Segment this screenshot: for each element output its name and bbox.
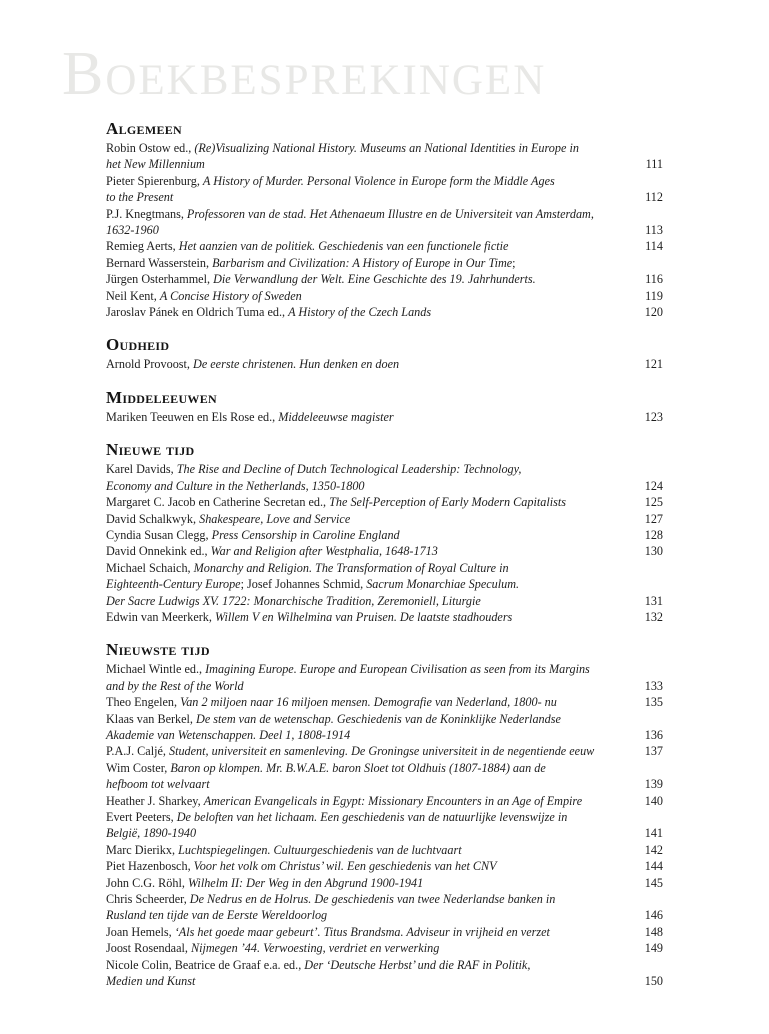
page-number: 131 [644,593,663,608]
entry-title-segment: Der ‘Deutsche Herbst’ und die RAF in Politik, [304,957,531,972]
toc-line [106,957,663,973]
entry-text [106,304,431,320]
page-number: 148 [644,924,663,939]
page-number: 112 [645,190,663,205]
entry-title-segment: A History of the Czech Lands [288,305,432,320]
page-number: 125 [644,495,663,510]
toc-line [106,907,663,923]
entry-title-segment: The Self-Perception of Early Modern Capitalists [329,495,566,510]
entry-title-segment: Press Censorship in Caroline England [211,527,400,542]
page-number: 139 [644,777,663,792]
toc-line [106,543,663,559]
entry-author-segment: Pieter Spierenburg, [106,173,203,188]
entry-text [106,694,557,710]
toc-line [106,727,663,743]
toc-line [106,140,663,156]
page-number: 114 [645,239,663,254]
entry-text [106,189,173,205]
entry-title-segment: Middeleeuwse magister [278,409,394,424]
toc-line [106,478,663,494]
entry-text [106,891,555,907]
entry-author-segment: ; Josef Johannes Schmid, [240,577,367,592]
entry-text [106,494,566,510]
page-number: 136 [644,727,663,742]
entry-author-segment: David Onnekink ed., [106,544,211,559]
entry-title-segment: Nijmegen ’44. Verwoesting, verdriet en verwerking [190,941,440,956]
entry-author-segment: Joan Hemels, [106,924,175,939]
page-number: 119 [645,288,663,303]
entry-author-segment: Robin Ostow ed., [106,141,195,155]
entry-title-segment: (Re)Visualizing National History. Museums an National Identities in Europe in [194,141,579,155]
entry-author-segment: Evert Peeters, [106,810,177,824]
entry-title-segment: hefboom tot welvaart [106,777,210,792]
toc-line [106,609,663,625]
toc-line [106,173,663,189]
entry-text [106,609,512,625]
entry-title-segment: Willem V en Wilhelmina van Pruisen. De laatste stadhouders [214,609,513,624]
entry-author-segment: Joost Rosendaal, [106,941,191,956]
entry-text [106,875,423,891]
entry-title-segment: The Rise and Decline of Dutch Technological Leadership: Technology, [176,462,522,477]
entry-title-segment: Barbarism and Civilization: A History of Europe in Our Time [212,255,513,270]
entry-author-segment: David Schalkwyk, [106,511,200,526]
toc-line [106,793,663,809]
page-number: 144 [644,859,663,874]
entry-title-segment: Medien und Kunst [106,974,196,989]
toc-line [106,189,663,205]
toc-line [106,940,663,956]
entry-text [106,543,438,559]
entry-title-segment: Imagining Europe. Europe and European Civilisation as seen from its Margins [205,662,590,677]
entry-text [106,255,516,271]
toc-line [106,711,663,727]
entry-title-segment: Rusland ten tijde van de Eerste Wereldoorlog [106,908,328,923]
entry-title-segment: Economy and Culture in the Netherlands, 1350-1800 [106,478,365,493]
entry-text [106,593,481,609]
section-heading: Oudheid [106,335,170,355]
entry-title-segment: Eighteenth-Century Europe [106,577,241,592]
section-heading: Algemeen [106,119,183,138]
page-number: 135 [644,695,663,710]
entry-author-segment: Karel Davids, [106,462,177,477]
entry-text [106,173,555,189]
section-heading: Nieuwste tijd [106,640,210,660]
entry-text [106,527,400,543]
page-number: 137 [644,744,663,759]
entry-text [106,478,365,494]
toc-line [106,825,663,841]
toc-line [106,694,663,710]
entry-text [106,288,302,304]
entry-text [106,907,327,923]
entry-title-segment: Akademie van Wetenschappen. Deel 1, 1808-1914 [106,727,351,742]
entry-text [106,825,196,841]
page-number: 116 [645,272,663,287]
toc-section [106,641,663,989]
toc-line [106,560,663,576]
entry-title-segment: A History of Murder. Personal Violence in Europe form the Middle Ages [202,173,555,188]
page-number: 128 [644,527,663,542]
entry-title-segment: De Nedrus en de Holrus. De geschiedenis van twee Nederlandse banken in [189,892,556,907]
entry-author-segment: Heather J. Sharkey, [106,793,204,808]
toc-line [106,678,663,694]
entry-author-segment: Chris Scheerder, [106,892,190,907]
entry-title-segment: 1632-1960 [106,223,159,238]
entry-text [106,727,350,743]
toc-section [106,120,663,320]
entry-title-segment: Professoren van de stad. Het Athenaeum Illustre en de Universiteit van Amsterdam, [186,206,594,221]
entry-text [106,560,509,576]
page-number: 146 [644,908,663,923]
entry-title-segment: België, 1890-1940 [106,826,197,841]
toc-line [106,661,663,677]
toc-line [106,494,663,510]
page-number: 149 [644,941,663,956]
entry-title-segment: A Concise History of Sweden [159,288,302,303]
entry-title-segment: Wilhelm II: Der Weg in den Abgrund 1900-1941 [187,875,424,890]
toc-line [106,255,663,271]
entry-text [106,661,590,677]
toc-line [106,842,663,858]
toc-line [106,156,663,172]
entry-title-segment: and by the Rest of the World [106,678,244,693]
toc-line [106,809,663,825]
entry-author-segment: Theo Engelen, [106,695,181,710]
page-number: 130 [644,544,663,559]
entry-title-segment: Die Verwandlung der Welt. Eine Geschichte des 19. Jahrhunderts. [213,272,536,287]
toc-line [106,576,663,592]
toc-line [106,760,663,776]
page-number: 142 [644,842,663,857]
entry-title-segment: De beloften van het lichaam. Een geschiedenis van de natuurlijke levenswijze in [176,810,568,824]
entry-text [106,957,530,973]
toc-line [106,593,663,609]
entry-title-segment: Het aanzien van de politiek. Geschiedenis van een functionele fictie [178,239,509,254]
toc-line [106,891,663,907]
entry-author-segment: Jürgen Osterhammel, [106,272,214,287]
page-number: 141 [644,826,663,841]
toc-line [106,776,663,792]
page-number: 124 [644,478,663,493]
entry-author-segment: P.A.J. Caljé, [106,744,169,759]
entry-title-segment: De eerste christenen. Hun denken en doen [193,357,400,372]
entry-text [106,973,195,989]
entry-author-segment: Michael Wintle ed., [106,662,206,677]
page-number: 111 [645,157,663,172]
entry-text [106,206,594,222]
entry-author-segment: Mariken Teeuwen en Els Rose ed., [106,409,279,424]
entry-text [106,793,582,809]
section-heading: Nieuwe tijd [106,440,195,460]
toc-line [106,288,663,304]
toc-section [106,389,663,425]
page-title: Boekbesprekingen [62,40,547,108]
entry-title-segment: Van 2 miljoen naar 16 miljoen mensen. Demografie van Nederland, 1800- nu [180,695,557,710]
entry-text [106,222,159,238]
entry-author-segment: Wim Coster, [106,760,171,775]
entry-title-segment: Der Sacre Ludwigs XV. 1722: Monarchische Tradition, Zeremoniell, Liturgie [106,593,481,608]
entry-text [106,678,244,694]
entry-author-segment: Neil Kent, [106,288,160,303]
toc-line [106,356,663,372]
toc-line [106,409,663,425]
section-heading: Middeleeuwen [106,387,217,407]
entry-author-segment: Nicole Colin, Beatrice de Graaf e.a. ed., [106,957,305,972]
entry-author-segment: P.J. Knegtmans, [106,206,187,221]
toc-line [106,511,663,527]
entry-text [106,760,546,776]
entry-text [106,776,210,792]
entry-title-segment: Baron op klompen. Mr. B.W.A.E. baron Sloet tot Oldhuis (1807-1884) aan de [170,760,546,775]
entry-author-segment: Remieg Aerts, [106,239,179,254]
entry-author-segment: Bernard Wasserstein, [106,255,213,270]
entry-text [106,809,567,825]
entry-author-segment: John C.G. Röhl, [106,875,188,890]
entry-text [106,140,579,156]
page-number: 123 [644,409,663,424]
entry-text [106,511,350,527]
entry-author-segment: Jaroslav Pánek en Oldrich Tuma ed., [106,305,289,320]
entry-author-segment: Michael Schaich, [106,560,194,575]
entry-title-segment: Shakespeare, Love and Service [199,511,351,526]
toc-line [106,271,663,287]
entry-text [106,271,536,287]
entry-author-segment: Marc Dierikx, [106,842,179,857]
entry-text [106,858,497,874]
entry-text [106,156,205,172]
page-number: 127 [644,511,663,526]
toc-section [106,336,663,372]
entry-text [106,461,521,477]
page-number: 145 [644,875,663,890]
entry-text [106,842,462,858]
entry-text [106,711,561,727]
toc-line [106,875,663,891]
entry-text [106,356,399,372]
entry-title-segment: Sacrum Monarchiae Speculum. [366,577,520,592]
page-number: 140 [644,793,663,808]
toc-line [106,206,663,222]
entry-author-segment: Klaas van Berkel, [106,711,197,726]
entry-title-segment: De stem van de wetenschap. Geschiedenis van de Koninklijke Nederlandse [196,711,561,726]
page-number: 113 [645,223,663,238]
page-number: 120 [644,305,663,320]
toc-line [106,743,663,759]
page-number: 121 [644,357,663,372]
entry-text [106,940,439,956]
page-number: 132 [644,609,663,624]
entry-title-segment: to the Present [106,190,174,205]
toc-line [106,973,663,989]
entry-text [106,743,594,759]
entry-title-segment: Voor het volk om Christus’ wil. Een geschiedenis van het CNV [193,859,497,874]
entry-author-segment: Piet Hazenbosch, [106,859,194,874]
toc-section [106,441,663,625]
entry-text [106,238,508,254]
entry-author-segment: Margaret C. Jacob en Catherine Secretan ed., [106,495,330,510]
entry-title-segment: Student, universiteit en samenleving. De Groningse universiteit in de negentiende eeuw [168,744,595,759]
entry-title-segment: ‘Als het goede maar gebeurt’. Titus Brandsma. Adviseur in vrijheid en verzet [174,924,550,939]
entry-title-segment: War and Religion after Westphalia, 1648-1713 [210,544,438,559]
entry-author-segment: ; [512,255,516,270]
entry-text [106,576,519,592]
toc-line [106,222,663,238]
entry-author-segment: Edwin van Meerkerk, [106,609,215,624]
toc-line [106,924,663,940]
toc-line [106,461,663,477]
entry-text [106,409,394,425]
toc-line [106,304,663,320]
entry-text [106,924,550,940]
entry-title-segment: het New Millennium [106,157,205,172]
toc-line [106,238,663,254]
page-number: 133 [644,678,663,693]
toc-line [106,527,663,543]
entry-author-segment: Arnold Provoost, [106,357,194,372]
entry-author-segment: Cyndia Susan Clegg, [106,527,212,542]
entry-title-segment: Monarchy and Religion. The Transformation of Royal Culture in [193,560,509,575]
toc-line [106,858,663,874]
entry-title-segment: Luchtspiegelingen. Cultuurgeschiedenis van de luchtvaart [178,842,462,857]
page-number: 150 [644,974,663,989]
entry-title-segment: American Evangelicals in Egypt: Missionary Encounters in an Age of Empire [203,793,583,808]
toc-sections [106,120,663,989]
